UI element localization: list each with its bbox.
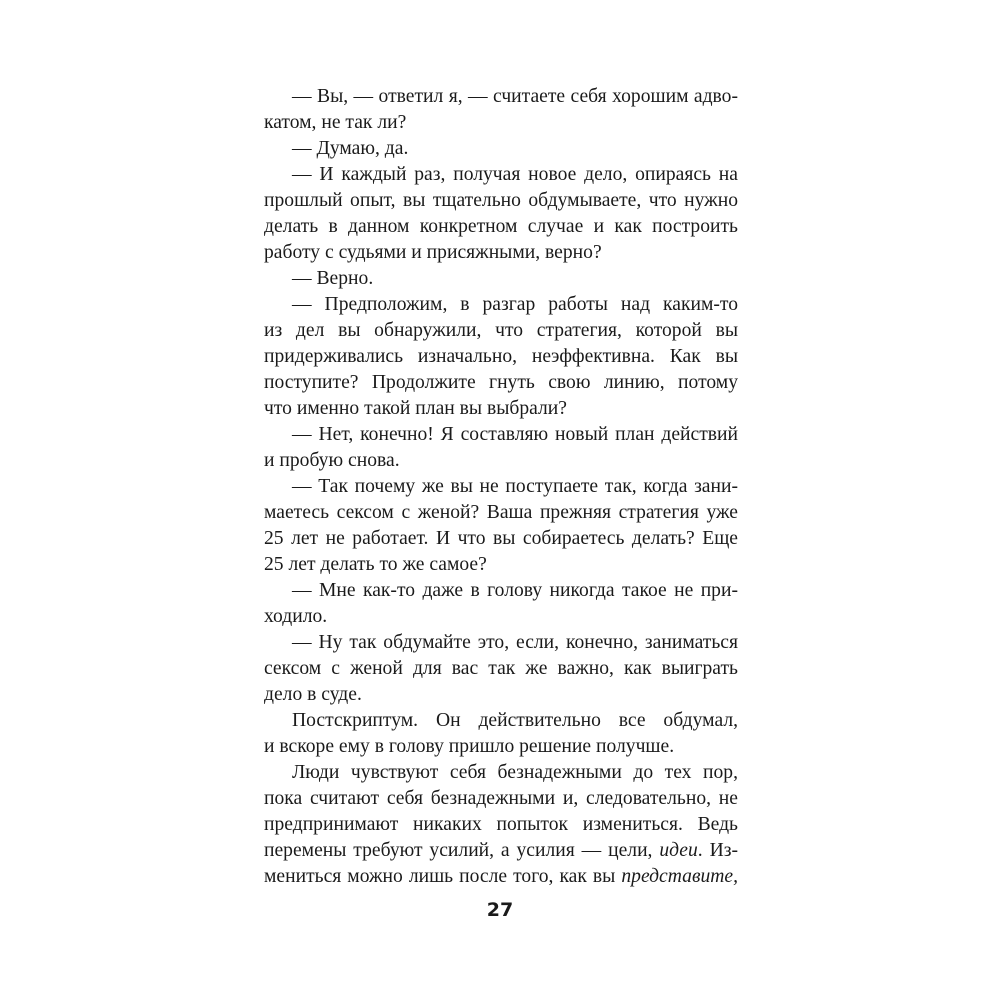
text-line: 25 лет делать то же самое? [264, 554, 487, 575]
body-text [264, 84, 738, 890]
text-line: — И каждый раз, получая новое дело, опираясь на [292, 164, 738, 185]
text-line [264, 864, 738, 890]
text-line: ходило. [264, 606, 328, 627]
text-line [264, 838, 738, 864]
text-line: делать в данном конкретном случае и как построить [264, 216, 738, 237]
text-line: что именно такой план вы выбрали? [264, 398, 567, 419]
italic-word: идеи [659, 840, 698, 861]
text-line: предпринимают никаких попыток измениться. Ведь [264, 814, 738, 835]
text-line: — Ну так обдумайте это, если, конечно, заниматься [292, 632, 738, 653]
text-line: — Предположим, в разгар работы над каким-то [292, 294, 738, 315]
text-line: сексом с женой для вас так же важно, как выиграть [264, 658, 738, 679]
text-line: 25 лет не работает. И что вы собираетесь делать? Еще [264, 528, 738, 549]
text-line: прошлый опыт, вы тщательно обдумываете, что нужно [264, 190, 738, 211]
text-line: и пробую снова. [264, 450, 400, 471]
text-line: — Думаю, да. [292, 138, 409, 159]
text-run: мениться можно лишь после того, как вы [264, 866, 622, 887]
italic-word: представите, [621, 866, 738, 887]
text-line: Постскриптум. Он действительно все обдумал, [292, 710, 738, 731]
text-line: — Так почему же вы не поступаете так, когда зани- [292, 476, 738, 497]
text-line: — Мне как-то даже в голову никогда такое не при- [292, 580, 738, 601]
text-line: работу с судьями и присяжными, верно? [264, 242, 602, 263]
text-line: катом, не так ли? [264, 112, 407, 133]
text-run: перемены требуют усилий, а усилия — цели, [264, 840, 660, 861]
text-line: дело в суде. [264, 684, 362, 705]
text-run: . Из- [697, 840, 738, 861]
text-line: — Вы, — ответил я, — считаете себя хорошим адво- [292, 86, 738, 107]
text-line: пока считают себя безнадежными и, следовательно, не [264, 788, 738, 809]
text-line: и вскоре ему в голову пришло решение получше. [264, 736, 675, 757]
text-line: поступите? Продолжите гнуть свою линию, потому [264, 372, 738, 393]
page-number: 27 [486, 899, 514, 921]
text-line: маетесь сексом с женой? Ваша прежняя стратегия уже [264, 502, 738, 523]
text-line: — Нет, конечно! Я составляю новый план действий [292, 424, 738, 445]
text-line: из дел вы обнаружили, что стратегия, которой вы [264, 320, 738, 341]
text-line: — Верно. [292, 268, 374, 289]
text-line: Люди чувствуют себя безнадежными до тех пор, [292, 762, 738, 783]
text-line: придерживались изначально, неэффективна. Как вы [264, 346, 738, 367]
